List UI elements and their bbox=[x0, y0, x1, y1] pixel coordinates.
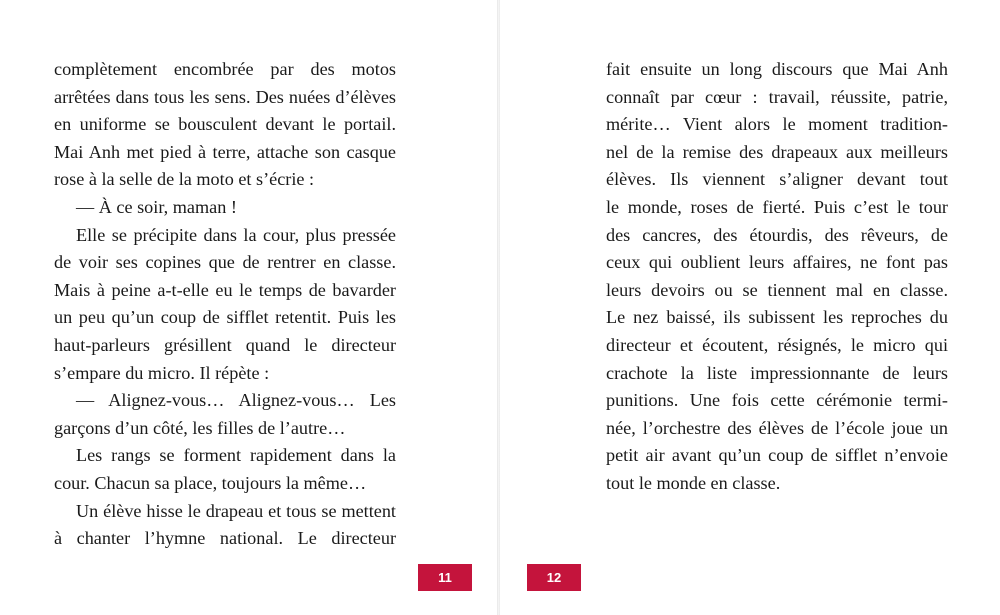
text-line: Le nez baissé, ils subissent les reproches du bbox=[606, 307, 948, 328]
text-line: rose à la selle de la moto et s’écrie : bbox=[54, 169, 315, 190]
text-line: un peu qu’un coup de sifflet retentit. Puis les bbox=[54, 307, 396, 328]
text-line: de voir ses copines que de rentrer en classe. bbox=[54, 252, 396, 273]
text-line: tout le monde en classe. bbox=[606, 472, 781, 493]
text-line: élèves. Ils viennent s’aligner devant tout bbox=[606, 169, 948, 190]
page-number-left: 11 bbox=[418, 564, 472, 591]
text-line: complètement encombrée par des motos bbox=[54, 59, 396, 79]
text-line: s’empare du micro. Il répète : bbox=[54, 362, 270, 383]
text-line: en uniforme se bousculent devant le portail. bbox=[54, 114, 396, 135]
text-line: punitions. Une fois cette cérémonie termi- bbox=[606, 390, 948, 411]
text-line: Mais à peine a-t-elle eu le temps de bavarder bbox=[54, 279, 396, 300]
text-line: leurs devoirs ou se tiennent mal en classe. bbox=[606, 279, 948, 300]
text-line: petit air avant qu’un coup de sifflet n’envoie bbox=[606, 445, 948, 466]
text-line: le monde, roses de fierté. Puis c’est le tour bbox=[606, 196, 948, 217]
text-line: ceux qui oublient leurs affaires, ne font pas bbox=[606, 252, 948, 273]
text-line: directeur et écoutent, résignés, le micro qui bbox=[606, 334, 948, 355]
text-line: nel de la remise des drapeaux aux meilleurs bbox=[606, 141, 948, 162]
text-line: Un élève hisse le drapeau et tous se mettent bbox=[76, 500, 396, 521]
dialogue-line: — À ce soir, maman ! bbox=[76, 196, 237, 217]
text-line: Les rangs se forment rapidement dans la bbox=[76, 445, 396, 466]
page-number-right: 12 bbox=[527, 564, 581, 591]
text-line: mérite… Vient alors le moment tradition- bbox=[606, 114, 948, 135]
book-gutter bbox=[497, 0, 500, 615]
text-line: garçons d’un côté, les filles de l’autre… bbox=[54, 417, 346, 438]
text-line: haut-parleurs grésillent quand le directeur bbox=[54, 334, 396, 355]
text-line: à chanter l’hymne national. Le directeur bbox=[54, 528, 396, 549]
dialogue-line: — Alignez-vous… Alignez-vous… Les bbox=[76, 390, 396, 411]
text-line: cour. Chacun sa place, toujours la même… bbox=[54, 472, 367, 493]
text-line: connaît par cœur : travail, réussite, patrie, bbox=[606, 86, 948, 107]
text-line: Elle se précipite dans la cour, plus pressée bbox=[76, 224, 396, 245]
text-line: née, l’orchestre des élèves de l’école joue un bbox=[606, 417, 948, 438]
text-line: Mai Anh met pied à terre, attache son casque bbox=[54, 141, 396, 162]
text-line: crachote la liste impressionnante de leurs bbox=[606, 362, 948, 383]
right-page-text bbox=[606, 56, 948, 498]
text-line: des cancres, des étourdis, des rêveurs, de bbox=[606, 224, 948, 245]
left-page-text bbox=[54, 56, 396, 553]
text-line: fait ensuite un long discours que Mai Anh bbox=[606, 59, 948, 79]
text-line: arrêtées dans tous les sens. Des nuées d’élèves bbox=[54, 86, 396, 107]
